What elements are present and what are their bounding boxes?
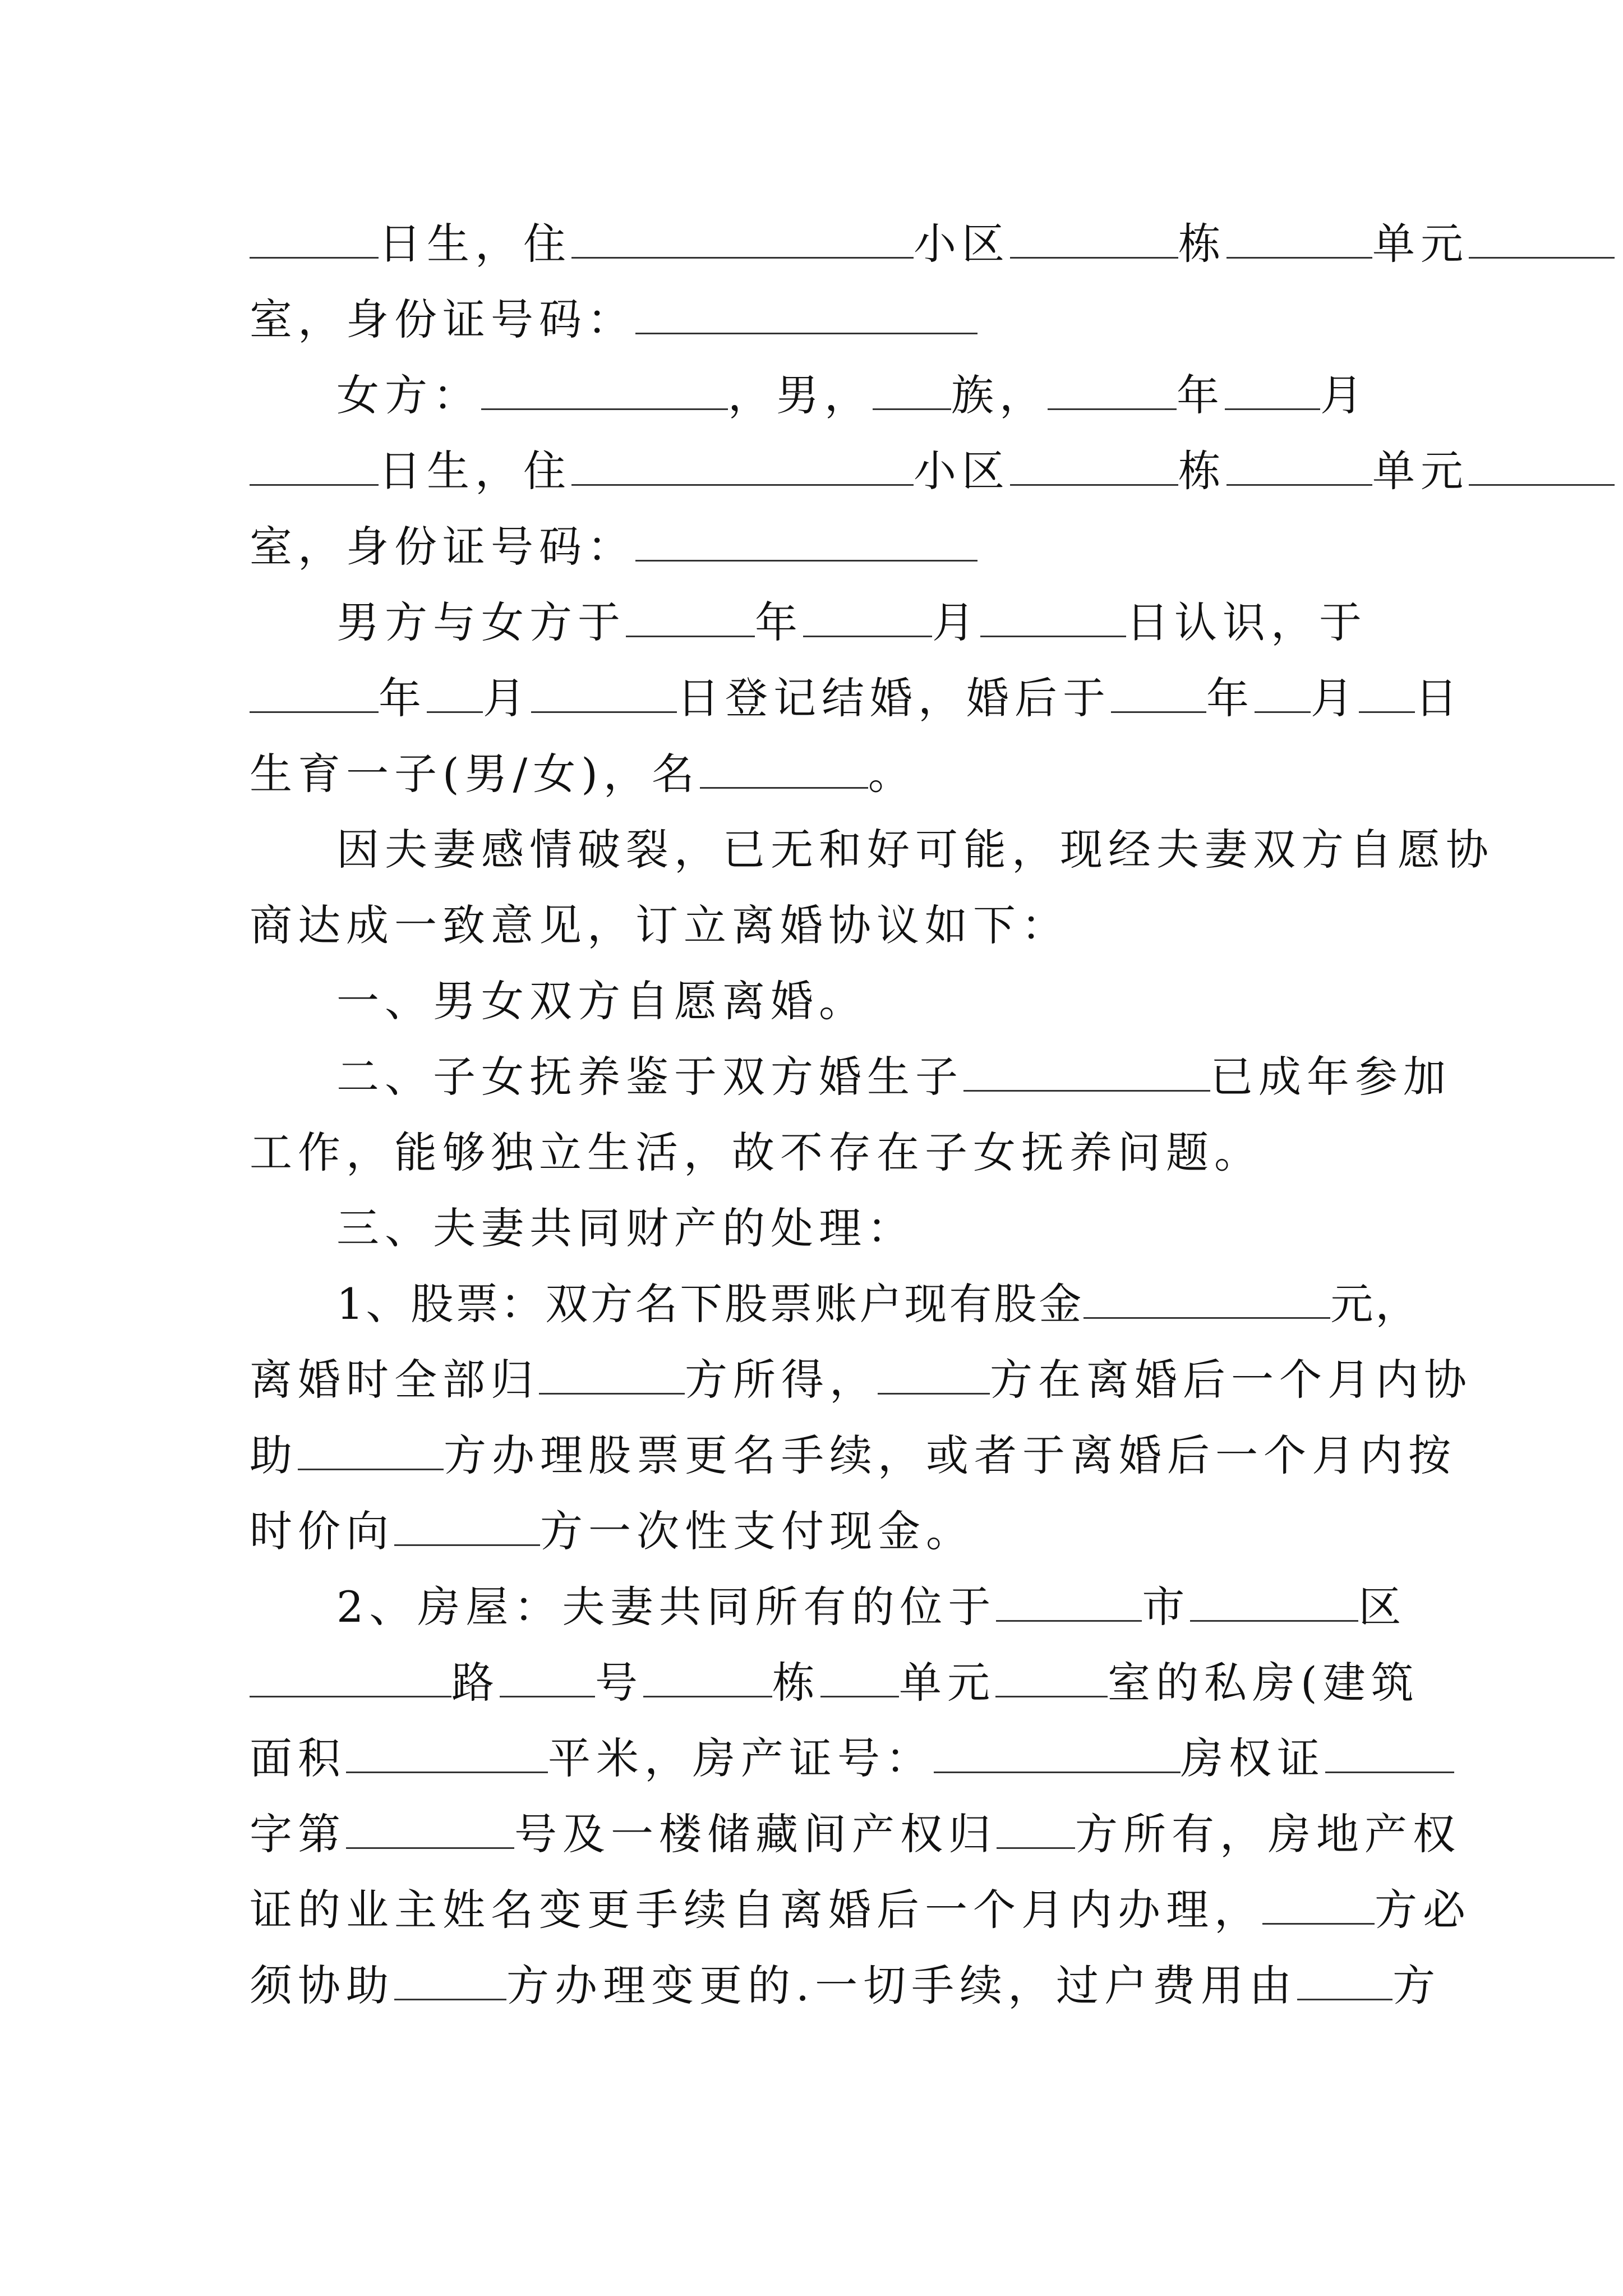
text-line xyxy=(250,1352,1472,1408)
fill-blank xyxy=(394,1964,506,2000)
fill-blank xyxy=(427,677,483,713)
text-run: 室，身份证号码： xyxy=(250,295,635,344)
fill-blank xyxy=(1325,1737,1454,1773)
text-line xyxy=(250,1503,974,1559)
text-run: 方一次性支付现金。 xyxy=(540,1506,974,1556)
fill-blank xyxy=(635,525,978,562)
text-line xyxy=(336,367,1368,424)
text-run: 族， xyxy=(951,370,1048,420)
fill-blank xyxy=(539,1358,685,1395)
text-run: 日认识，于 xyxy=(1126,597,1367,647)
text-line xyxy=(336,1579,1407,1635)
text-run: 路 xyxy=(451,1658,500,1708)
text-run: 小区 xyxy=(914,219,1010,269)
fill-blank xyxy=(346,1737,548,1773)
fill-blank xyxy=(1359,677,1415,713)
fill-blank xyxy=(996,1585,1142,1622)
fill-blank xyxy=(963,1055,1210,1092)
text-run: 月 xyxy=(483,673,531,723)
text-line xyxy=(250,1882,1471,1938)
fill-blank xyxy=(1469,222,1615,259)
text-line xyxy=(250,898,1069,954)
fill-blank xyxy=(980,601,1126,637)
text-run: 单元 xyxy=(899,1658,995,1708)
text-run: 三、夫妻共同财产的处理： xyxy=(336,1203,915,1253)
fill-blank xyxy=(1262,1888,1375,1925)
fill-blank xyxy=(1225,374,1320,410)
text-run: 方必 xyxy=(1375,1885,1471,1935)
text-run: 室的私房(建筑 xyxy=(1108,1658,1419,1708)
text-run: 二、子女抚养鉴于双方婚生子 xyxy=(336,1052,963,1102)
text-run: 工作，能够独立生活，故不存在子女抚养问题。 xyxy=(250,1128,1262,1177)
text-run: 男方与女方于 xyxy=(336,597,626,647)
text-run: 室，身份证号码： xyxy=(250,522,635,572)
fill-blank xyxy=(1227,449,1372,486)
text-run: 方办理股票更名手续，或者于离婚后一个月内按 xyxy=(444,1430,1456,1480)
fill-blank xyxy=(1227,222,1372,259)
fill-blank xyxy=(1083,1282,1330,1319)
text-line xyxy=(250,1125,1262,1181)
text-run: 已成年参加 xyxy=(1210,1052,1451,1102)
text-run: 年 xyxy=(755,597,803,647)
text-line xyxy=(336,595,1367,651)
text-run: 年 xyxy=(1177,370,1225,420)
text-line xyxy=(336,1200,915,1257)
fill-blank xyxy=(820,1661,899,1697)
text-run: 女方： xyxy=(336,370,481,420)
text-run: 商达成一致意见，订立离婚协议如下： xyxy=(250,900,1069,950)
text-run: 一、男女双方自愿离婚。 xyxy=(336,976,867,1026)
text-line xyxy=(250,670,1463,726)
text-run: 因夫妻感情破裂，已无和好可能，现经夫妻双方自愿协 xyxy=(336,825,1494,875)
fill-blank xyxy=(250,449,379,486)
text-run: 栋 xyxy=(1178,219,1227,269)
text-line xyxy=(250,519,978,575)
text-run: 市 xyxy=(1142,1582,1191,1632)
fill-blank xyxy=(481,374,728,410)
text-run: 月 xyxy=(932,597,980,647)
text-run: 单元 xyxy=(1372,446,1469,496)
fill-blank xyxy=(995,1661,1108,1697)
text-run: 。 xyxy=(868,749,916,799)
text-run: 月 xyxy=(1320,370,1368,420)
text-run: 号 xyxy=(595,1658,643,1708)
text-line xyxy=(250,1655,1419,1711)
text-line xyxy=(250,443,1615,499)
text-line xyxy=(336,1049,1451,1105)
fill-blank xyxy=(1255,677,1311,713)
fill-blank xyxy=(571,449,914,486)
text-run: 房权证 xyxy=(1181,1733,1325,1783)
text-line xyxy=(336,973,867,1029)
text-line xyxy=(250,292,978,348)
text-run: 离婚时全部归 xyxy=(250,1355,539,1405)
text-run: 小区 xyxy=(914,446,1010,496)
text-run: 年 xyxy=(1206,673,1255,723)
fill-blank xyxy=(803,601,932,637)
fill-blank xyxy=(571,222,914,259)
text-run: 方所有，房地产权 xyxy=(1075,1809,1461,1859)
text-run: 年 xyxy=(379,673,427,723)
text-run: 须协助 xyxy=(250,1961,394,2010)
text-run: 平米，房产证号： xyxy=(548,1733,934,1783)
text-run: 单元 xyxy=(1372,219,1469,269)
fill-blank xyxy=(1297,1964,1393,2000)
text-run: 方所得， xyxy=(685,1355,878,1405)
text-line xyxy=(336,1276,1420,1332)
fill-blank xyxy=(873,374,951,410)
fill-blank xyxy=(250,222,379,259)
text-run: 栋 xyxy=(1178,446,1227,496)
fill-blank xyxy=(298,1434,444,1470)
fill-blank xyxy=(626,601,755,637)
text-run: 方 xyxy=(1393,1961,1441,2010)
text-run: 助 xyxy=(250,1430,298,1480)
text-line xyxy=(250,1958,1441,2014)
fill-blank xyxy=(643,1661,772,1697)
text-line xyxy=(250,746,916,802)
text-run: 日登记结婚，婚后于 xyxy=(677,673,1111,723)
fill-blank xyxy=(700,752,868,789)
text-run: 号及一楼储藏间产权归 xyxy=(514,1809,997,1859)
text-run: 时价向 xyxy=(250,1506,394,1556)
fill-blank xyxy=(1111,677,1206,713)
fill-blank xyxy=(934,1737,1181,1773)
text-line xyxy=(336,822,1494,878)
text-run: 2、房屋：夫妻共同所有的位于 xyxy=(336,1582,997,1632)
text-line xyxy=(250,1806,1461,1862)
text-run: 字第 xyxy=(250,1809,346,1859)
text-run: 方办理变更的.一切手续，过户费用由 xyxy=(506,1961,1298,2010)
fill-blank xyxy=(1190,1585,1358,1622)
fill-blank xyxy=(1010,222,1178,259)
text-run: 生育一子(男/女)，名 xyxy=(250,749,700,799)
text-run: 1、股票：双方名下股票账户现有股金 xyxy=(336,1279,1084,1329)
text-run: 区 xyxy=(1358,1582,1407,1632)
fill-blank xyxy=(250,1661,451,1697)
text-line xyxy=(250,1428,1456,1484)
fill-blank xyxy=(1048,374,1177,410)
text-line xyxy=(250,1731,1454,1787)
fill-blank xyxy=(1010,449,1178,486)
fill-blank xyxy=(346,1812,514,1849)
fill-blank xyxy=(878,1358,990,1395)
fill-blank xyxy=(635,298,978,334)
fill-blank xyxy=(250,677,379,713)
text-line xyxy=(250,216,1615,272)
fill-blank xyxy=(1469,449,1615,486)
text-run: 日生，住 xyxy=(379,446,571,496)
fill-blank xyxy=(394,1510,540,1546)
text-run: 日生，住 xyxy=(379,219,571,269)
fill-blank xyxy=(500,1661,595,1697)
fill-blank xyxy=(997,1812,1075,1849)
text-run: ，男， xyxy=(728,370,873,420)
text-run: 元， xyxy=(1330,1279,1421,1329)
text-run: 日 xyxy=(1415,673,1463,723)
fill-blank xyxy=(531,677,677,713)
text-run: 方在离婚后一个月内协 xyxy=(990,1355,1472,1405)
text-run: 栋 xyxy=(772,1658,820,1708)
text-run: 面积 xyxy=(250,1733,346,1783)
text-run: 证的业主姓名变更手续自离婚后一个月内办理， xyxy=(250,1885,1262,1935)
text-run: 月 xyxy=(1311,673,1359,723)
